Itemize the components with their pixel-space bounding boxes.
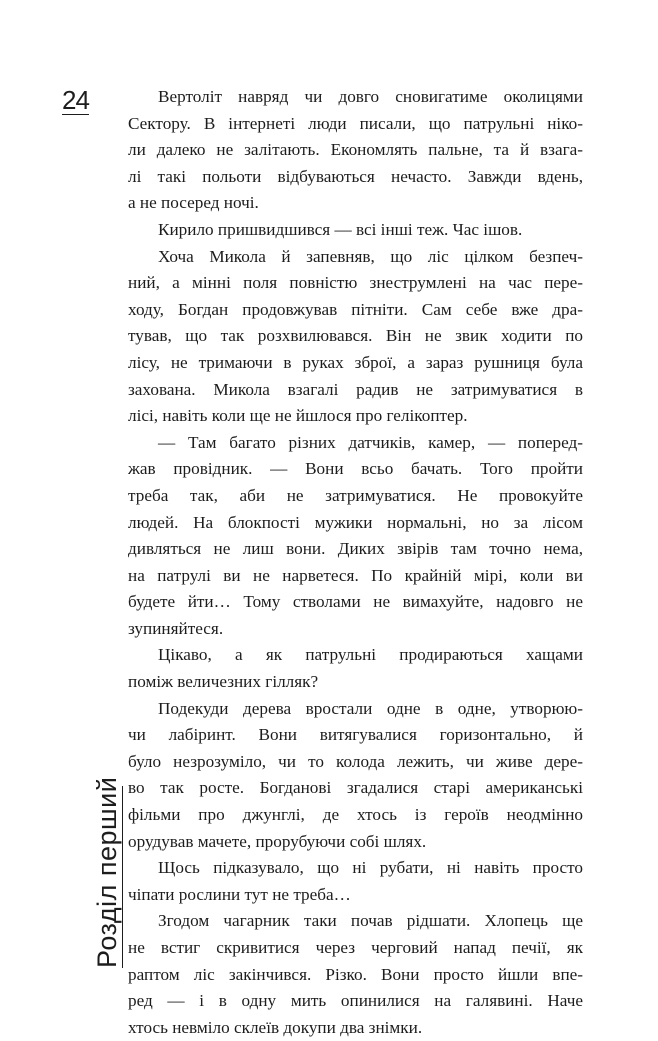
text-line: Сектору. В інтернеті люди писали, що патрульні ніко- [128, 113, 583, 133]
text-line: ходу, Богдан продовжував пітніти. Сам себе вже дра- [128, 299, 583, 319]
text-line: поміж величезних гілляк? [128, 672, 319, 692]
text-line: чіпати рослини тут не треба… [128, 884, 351, 904]
text-line: людей. На блокпості мужики нормальні, но за лісом [128, 512, 583, 532]
text-line: будете йти… Тому стволами не вимахуйте, надовго не [128, 592, 583, 612]
text-line: во так росте. Богданові згадалися старі американські [128, 778, 583, 798]
text-line: Згодом чагарник таки почав рідшати. Хлопець ще [158, 911, 583, 931]
text-line: тував, що так розхвилювався. Він не звик ходити по [128, 326, 583, 346]
running-head-rule [122, 786, 123, 968]
text-line: лісі, навіть коли ще не йшлося про гелікоптер. [128, 406, 468, 426]
text-line: треба так, аби не затримуватися. Не провокуйте [128, 485, 583, 505]
text-line: ли далеко не залітають. Економлять пальне, та й взага- [128, 140, 583, 160]
text-line: раптом ліс закінчився. Різко. Вони просто йшли впе- [128, 964, 583, 984]
text-line: жав провідник. — Вони всьо бачать. Того пройти [128, 459, 583, 479]
text-line: було незрозуміло, чи то колода лежить, чи живе дере- [128, 751, 583, 771]
text-line: а не посеред ночі. [128, 193, 259, 213]
text-line: чи лабіринт. Вони витягувалися горизонтально, й [128, 725, 583, 745]
text-line: захована. Микола взагалі радив не затримуватися в [128, 379, 583, 399]
page-number: 24 [62, 85, 89, 115]
text-line: хтось невміло склеїв докупи два знімки. [128, 1017, 423, 1037]
text-line: — Там багато різних датчиків, камер, — поперед- [158, 432, 583, 452]
text-line: Щось підказувало, що ні рубати, ні навіть просто [158, 858, 583, 878]
running-head-text: Розділ перший [92, 776, 122, 968]
text-line: Подекуди дерева вростали одне в одне, утворюю- [158, 698, 583, 718]
text-line: Кирило пришвидшився — всі інші теж. Час ішов. [158, 219, 523, 239]
text-line: не встиг скривитися через черговий напад печії, як [128, 938, 583, 957]
text-line: Цікаво, а як патрульні продираються хащами [158, 645, 583, 665]
running-head [92, 778, 122, 968]
text-line: Хоча Микола й запевняв, що ліс цілком безпеч- [158, 246, 583, 266]
text-line: ний, а мінні поля повністю знеструмлені на час пере- [128, 273, 583, 293]
text-line: фільми про джунглі, де хтось із героїв неодмінно [128, 805, 583, 825]
text-line: орудував мачете, прорубуючи собі шлях. [128, 831, 427, 851]
text-line: зупиняйтеся. [128, 618, 224, 638]
text-line: ред — і в одну мить опинилися на галявині. Наче [128, 991, 583, 1011]
text-line: лі такі польоти відбуваються нечасто. Завжди вдень, [128, 166, 583, 186]
text-line: лісу, не тримаючи в руках зброї, а зараз рушниця була [128, 352, 583, 372]
text-line: дивляться не лиш вони. Диких звірів там точно нема, [128, 539, 583, 559]
body-text [128, 84, 583, 1041]
text-line: Вертоліт навряд чи довго сновигатиме околицями [158, 87, 583, 106]
text-line: на патрулі ви не нарветеся. По крайній мірі, коли ви [128, 565, 583, 585]
